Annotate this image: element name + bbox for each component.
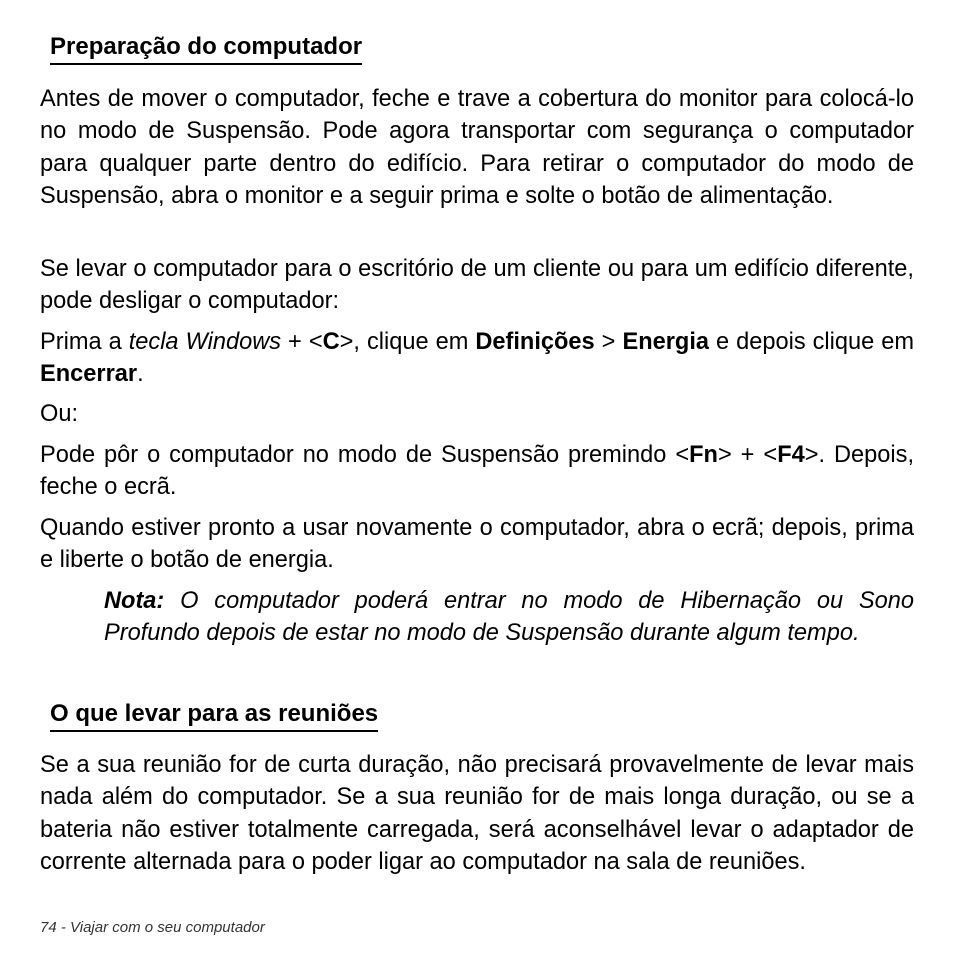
c-key-text: C [322,329,340,355]
paragraph-sleep-keys [40,439,914,504]
section-heading-preparation [50,32,362,65]
settings-term: Definições [475,329,595,355]
step-text: e depois clique em [709,329,915,355]
note-label: Nota: [104,588,165,614]
step-text: + < [281,329,323,355]
page-footer: 74 - Viajar com o seu computador [40,919,265,936]
section-heading-meetings [50,699,378,732]
sleep-text: >. Depois, feche o ecrã. [40,442,915,501]
step-text: . [137,361,144,388]
f4-key-text: F4 [777,442,805,468]
note-text: O computador poderá entrar no modo de Hibernação ou Sono Profundo depois de estar no modo de Suspensão durante algum tempo. [104,588,914,647]
section-heading-preparation-text: Preparação do computador [50,32,362,65]
fn-key-text: Fn [689,442,718,468]
step-text: > [594,329,623,355]
paragraph-shutdown-intro: Se levar o computador para o escritório de um cliente ou para um edifício diferente, pode desligar o computador: [40,256,914,315]
sleep-text: > + < [717,442,778,468]
shutdown-term: Encerrar [40,361,138,388]
paragraph-shutdown-steps [40,326,914,391]
paragraph-resume: Quando estiver pronto a usar novamente o computador, abra o ecrã; depois, prima e liberte o botão de energia. [40,515,914,574]
windows-key-text: tecla Windows [128,329,282,355]
paragraph-or: Ou: [40,401,79,427]
step-text: Prima a [40,329,129,355]
section-heading-meetings-text: O que levar para as reuniões [50,699,378,732]
sleep-text: Pode pôr o computador no modo de Suspensão premindo < [40,442,690,468]
note-paragraph [104,585,914,650]
paragraph-preparation-intro: Antes de mover o computador, feche e trave a cobertura do monitor para colocá-lo no modo de Suspensão. Pode agora transportar com segurança o computador para qualquer parte dentro do edifício. Para retirar o computador do modo de Suspensão, abra o monitor e a seguir prima e solte o botão de alimentação. [40,86,914,210]
step-text: >, clique em [339,329,476,355]
paragraph-meetings: Se a sua reunião for de curta duração, não precisará provavelmente de levar mais nada além do computador. Se a sua reunião for de mais longa duração, ou se a bateria não estiver totalmente carregada, será aconselhável levar o adaptador de corrente alternada para o poder ligar ao computador na sala de reuniões. [40,752,914,876]
energy-term: Energia [622,329,709,355]
